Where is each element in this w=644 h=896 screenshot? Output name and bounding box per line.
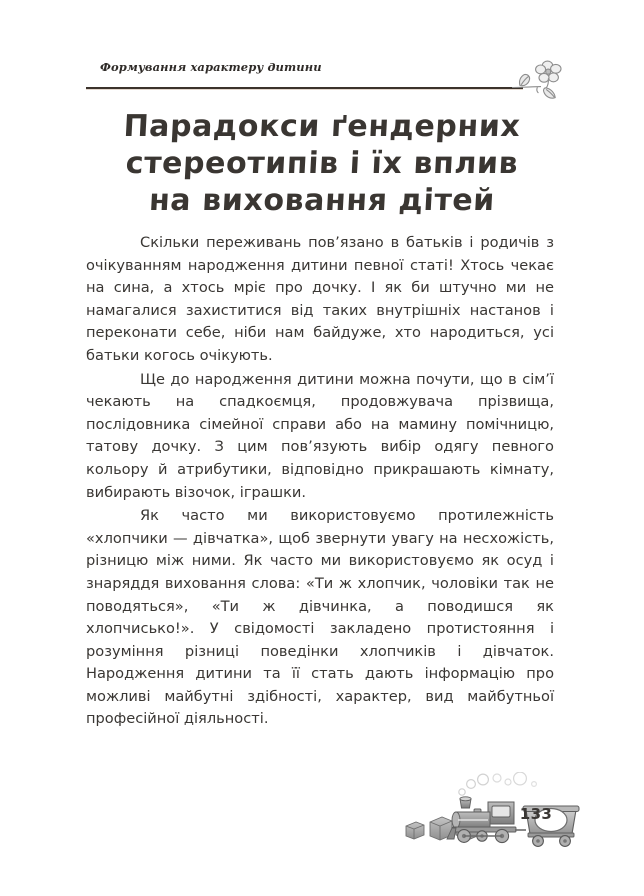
smoke-puffs-icon: [459, 772, 537, 795]
locomotive-icon: [447, 797, 516, 843]
paragraph: Скільки переживань пов’язано в батьків і родичів з очікуванням народження дитини певної статі! Хтось чекає на сина, а хтось мріє про дочку. І як би штучно ми не намагалися захиститися від таких внутрішніх настанов і переконати себе, ніби нам байдуже, хто народиться, усі батьки когось очікують.: [86, 234, 554, 364]
paragraph: Як часто ми використовуємо протилежність «хлопчики — дівчатка», щоб звернути увагу на несхожість, різницю між ними. Як часто ми використовуємо як осуд і знаряддя виховання слова: «Ти ж хлопчик, чоловіки так не поводяться», «Ти ж дівчинка, а поводишся як хлопчисько!». У свідомості закладено протистояння і розуміння різниці поведінки хлопчиків і дівчаток. Народження дитини та її стать дають інформацію про можливі майбутні здібності, характер, вид майбутньої професійної діяльності.: [86, 507, 554, 728]
running-header: [86, 60, 558, 100]
flower-sprig-icon: [510, 56, 568, 104]
chapter-title-line-3: на виховання дітей: [148, 183, 496, 218]
chapter-title-line-1: Парадокси ґендерних: [122, 109, 522, 144]
header-rule-shadow: [86, 89, 523, 90]
toy-train-icon: [398, 772, 588, 854]
running-header-title: Формування характеру дитини: [100, 60, 322, 74]
block-small-icon: [406, 822, 424, 839]
footer-illustration: [398, 772, 588, 854]
chapter-title-line-2: стереотипів і їх вплив: [124, 146, 520, 181]
page-number: 133: [519, 805, 553, 823]
paragraph: Ще до народження дитини можна почути, що в сім’ї чекають на спадкоємця, продовжувача прізвища, послідовника сімейної справи або на мамину помічницю, татову дочку. З цим пов’язують вибір одягу певного кольору й атрибутики, відповідно прикрашають кімнату, вибирають візочок, іграшки.: [86, 370, 554, 501]
chapter-title: [60, 108, 584, 219]
body-text: [86, 232, 554, 732]
